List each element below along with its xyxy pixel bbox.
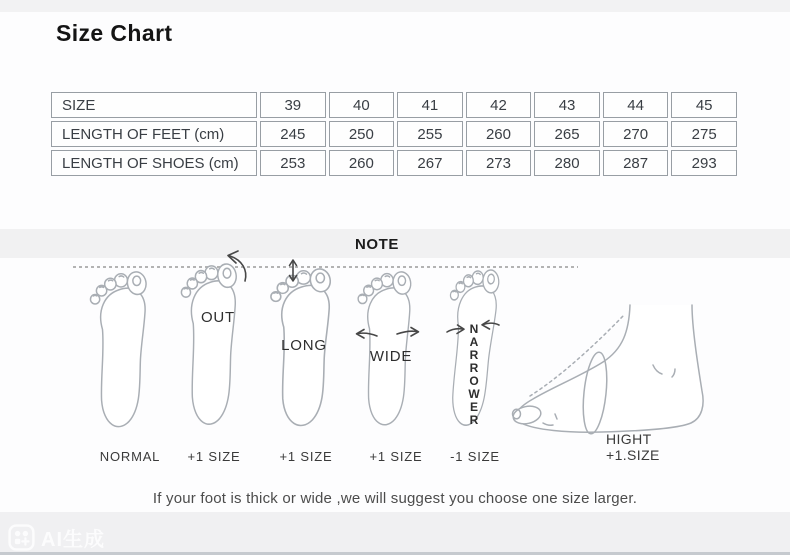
- feet-length-cell: 245: [260, 121, 326, 147]
- feet-length-cell: 250: [329, 121, 395, 147]
- feet-length-cell: 255: [397, 121, 463, 147]
- table-row-length-of-feet: [51, 121, 737, 147]
- size-value-cell: 44: [603, 92, 669, 118]
- shoe-length-cell: 253: [260, 150, 326, 176]
- foot-caption-wide: +1 SIZE: [369, 449, 423, 464]
- footer-note: If your foot is thick or wide ,we will suggest you choose one size larger.: [152, 490, 638, 507]
- note-heading: NOTE: [354, 236, 400, 253]
- feet-length-cell: 270: [603, 121, 669, 147]
- table-row-length-of-shoes: [51, 150, 737, 176]
- ai-watermark-icon: [8, 524, 35, 551]
- shoe-length-cell: 260: [329, 150, 395, 176]
- shoe-length-cell: 287: [603, 150, 669, 176]
- size-value-cell: 39: [260, 92, 326, 118]
- size-value-cell: 41: [397, 92, 463, 118]
- foot-caption-out: +1 SIZE: [187, 449, 241, 464]
- feet-length-cell: 265: [534, 121, 600, 147]
- foot-caption-narrower: -1 SIZE: [450, 449, 500, 464]
- size-table: [48, 89, 740, 179]
- foot-annotation-narrower: NARROWER: [467, 322, 481, 426]
- ai-watermark-label: AI生成: [41, 529, 105, 551]
- feet-length-cell: 260: [466, 121, 532, 147]
- foot-annotation-out: OUT: [200, 309, 236, 326]
- size-value-cell: 45: [671, 92, 737, 118]
- row-label-cell: LENGTH OF SHOES (cm): [51, 150, 257, 176]
- row-label-cell: SIZE: [51, 92, 257, 118]
- shoe-length-cell: 293: [671, 150, 737, 176]
- foot-illustration-normal: [84, 269, 158, 439]
- row-label-cell: LENGTH OF FEET (cm): [51, 121, 257, 147]
- size-value-cell: 40: [329, 92, 395, 118]
- shoe-length-cell: 267: [397, 150, 463, 176]
- ai-watermark: [8, 523, 105, 552]
- foot-side-view-illustration: [505, 293, 710, 445]
- foot-caption-long: +1 SIZE: [279, 449, 333, 464]
- foot-illustration-toes-out: [175, 261, 248, 437]
- foot-annotation-wide: WIDE: [369, 348, 413, 365]
- foot-caption-hight-line: HIGHT: [606, 431, 652, 447]
- size-value-cell: 43: [534, 92, 600, 118]
- foot-annotation-long: LONG: [281, 337, 327, 354]
- bottom-band: [0, 512, 790, 552]
- table-row-size: [51, 92, 737, 118]
- shoe-length-cell: 280: [534, 150, 600, 176]
- top-band: [0, 0, 790, 12]
- foot-caption-high-instep: [606, 431, 660, 463]
- foot-caption-normal: NORMAL: [99, 449, 161, 464]
- shoe-length-cell: 273: [466, 150, 532, 176]
- foot-caption-plus-one-size-line: +1.SIZE: [606, 447, 660, 463]
- page-title: Size Chart: [56, 20, 173, 46]
- feet-length-cell: 275: [671, 121, 737, 147]
- size-value-cell: 42: [466, 92, 532, 118]
